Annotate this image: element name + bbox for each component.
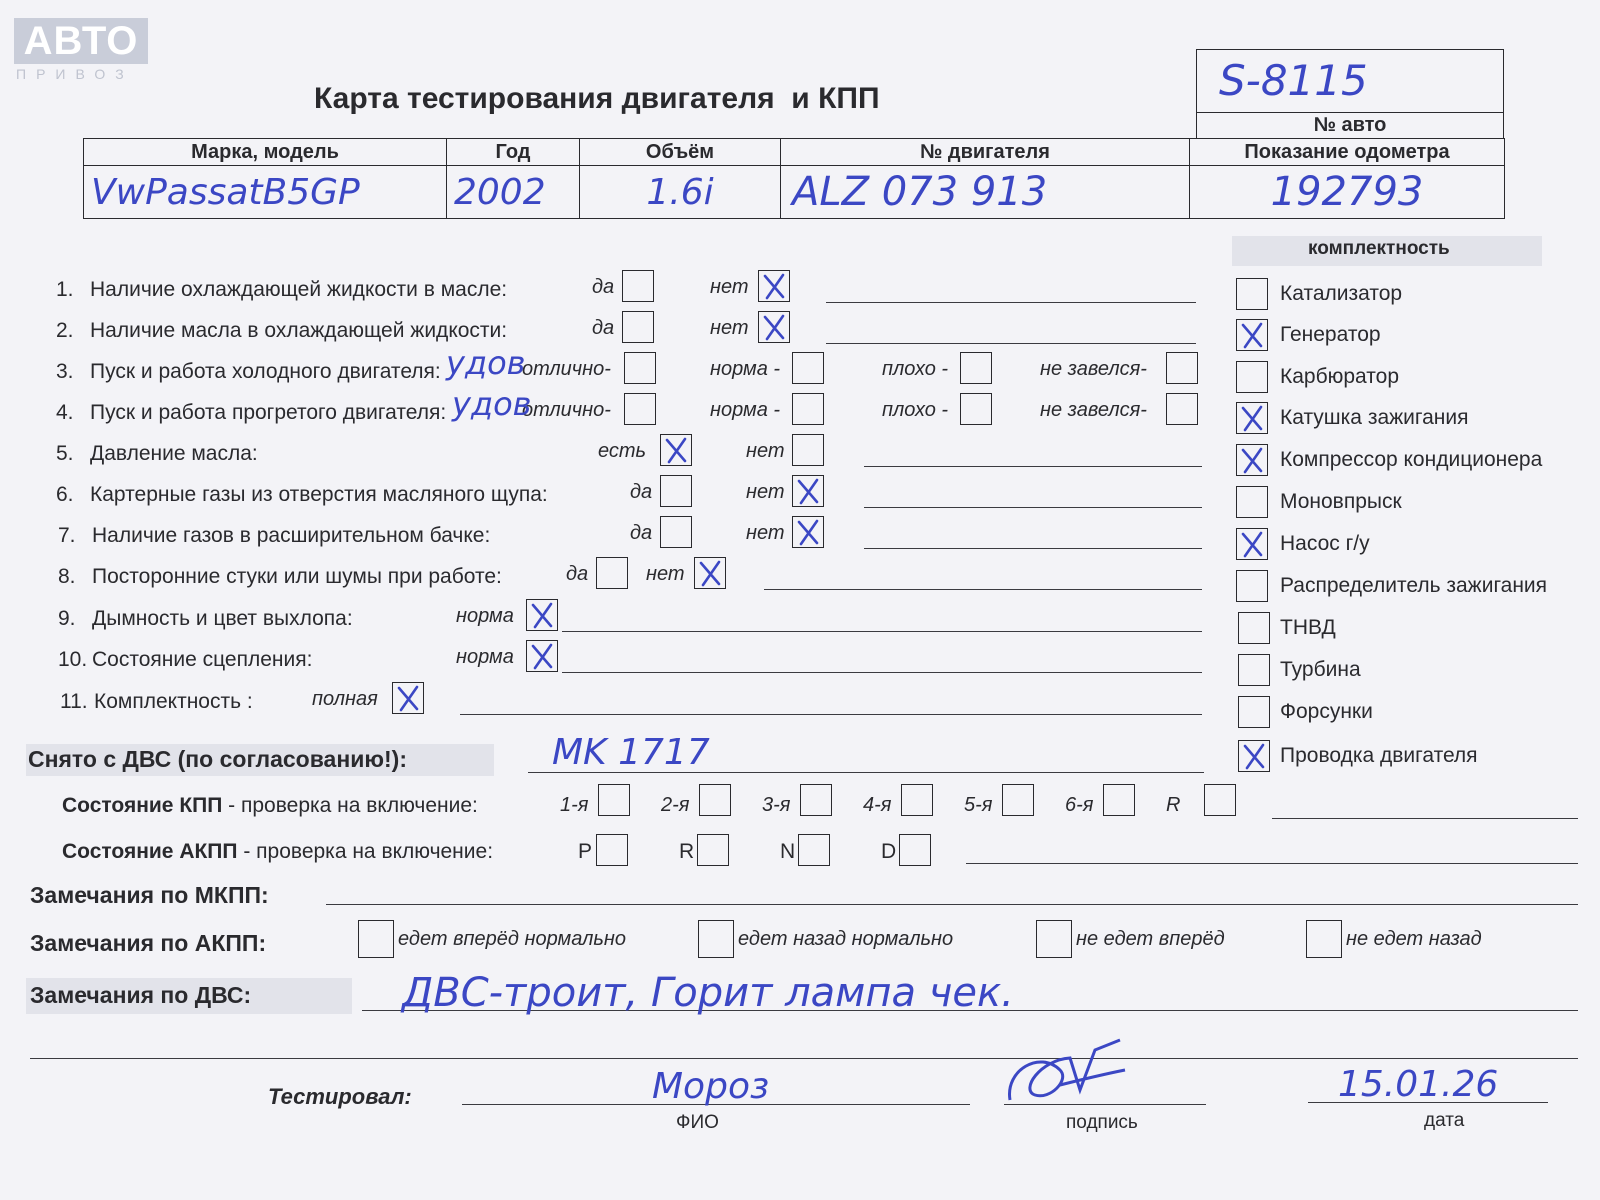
checklist-number: 11. xyxy=(60,690,88,713)
checklist-1-checkbox-1[interactable] xyxy=(622,270,654,302)
engine-no-value: ALZ 073 913 xyxy=(792,169,1048,215)
completeness-item-label: Карбюратор xyxy=(1280,365,1400,388)
checklist-6-option-label: нет xyxy=(746,481,785,503)
kpp-gear-label: 3-я xyxy=(762,794,791,816)
checklist-number: 4. xyxy=(56,401,74,424)
completeness-item-label: Катушка зажигания xyxy=(1280,406,1469,429)
akpp-remark-checkbox-4[interactable] xyxy=(1306,920,1342,958)
checklist-4-checkbox-4[interactable] xyxy=(1166,393,1198,425)
checklist-number: 10. xyxy=(58,648,88,671)
checklist-6-checkbox-1[interactable] xyxy=(660,475,692,507)
checklist-item-11 xyxy=(60,690,253,714)
akpp-label xyxy=(62,840,493,864)
checklist-item-5 xyxy=(56,442,258,466)
header-col-year: Год xyxy=(447,139,580,166)
akpp-remark-label: не едет назад xyxy=(1346,928,1482,950)
checklist-11-option-label: полная xyxy=(312,688,378,710)
completeness-item-label: Моновпрыск xyxy=(1280,490,1402,513)
checklist-5-checkbox-2[interactable] xyxy=(792,434,824,466)
checklist-9-checkbox-1-check-mark xyxy=(527,600,557,630)
checklist-4-option-label: плохо - xyxy=(882,399,949,421)
checklist-number: 2. xyxy=(56,319,74,342)
checklist-7-option-label: нет xyxy=(746,522,785,544)
checklist-number: 7. xyxy=(58,524,76,547)
checklist-question: Дымность и цвет выхлопа: xyxy=(92,607,353,630)
kpp-label xyxy=(62,794,478,818)
checklist-number: 1. xyxy=(56,278,74,301)
completeness-checkbox-3[interactable] xyxy=(1236,361,1268,393)
checklist-10-option-label: норма xyxy=(456,646,514,668)
name-caption: ФИО xyxy=(676,1112,719,1133)
akpp-label-bold: Состояние АКПП xyxy=(62,840,238,863)
checklist-number: 6. xyxy=(56,483,74,506)
header-col-volume: Объём xyxy=(580,139,781,166)
signature-caption: подпись xyxy=(1066,1112,1138,1133)
completeness-item-label: Проводка двигателя xyxy=(1280,744,1478,767)
checklist-3-checkbox-1[interactable] xyxy=(624,352,656,384)
kpp-gear-checkbox-3[interactable] xyxy=(800,784,832,816)
checklist-3-option-label: не завелся- xyxy=(1040,358,1147,380)
checklist-item-6 xyxy=(56,483,548,507)
remarks-akpp-label: Замечания по АКПП: xyxy=(30,930,267,956)
auto-number-label: № авто xyxy=(1313,114,1387,136)
removed-value: MK 1717 xyxy=(552,732,710,773)
checklist-question: Комплектность : xyxy=(94,690,253,713)
checklist-question: Давление масла: xyxy=(90,442,258,465)
checklist-8-checkbox-1[interactable] xyxy=(596,557,628,589)
checklist-item-9 xyxy=(58,607,353,631)
akpp-gear-label: P xyxy=(578,840,593,863)
completeness-checkbox-4-check-mark xyxy=(1237,403,1267,433)
completeness-checkbox-7-check-mark xyxy=(1237,529,1267,559)
completeness-checkbox-6[interactable] xyxy=(1236,486,1268,518)
checklist-question: Наличие масла в охлаждающей жидкости: xyxy=(90,319,508,342)
checklist-3-checkbox-4[interactable] xyxy=(1166,352,1198,384)
akpp-gear-checkbox-1[interactable] xyxy=(596,834,628,866)
completeness-checkbox-12-check-mark xyxy=(1239,741,1269,771)
akpp-gear-label: R xyxy=(679,840,695,863)
checklist-4-checkbox-1[interactable] xyxy=(624,393,656,425)
completeness-item-label: Компрессор кондиционера xyxy=(1280,448,1543,471)
checklist-10-checkbox-1-check-mark xyxy=(527,641,557,671)
checklist-5-option-label: есть xyxy=(598,440,647,462)
completeness-item-label: Турбина xyxy=(1280,658,1361,681)
auto-number-value: S-8115 xyxy=(1219,56,1368,105)
checklist-4-option-label: не завелся- xyxy=(1040,399,1147,421)
checklist-question: Наличие охлаждающей жидкости в масле: xyxy=(90,278,508,301)
kpp-gear-checkbox-5[interactable] xyxy=(1002,784,1034,816)
remarks-mkpp-label: Замечания по МКПП: xyxy=(30,882,269,908)
completeness-checkbox-8[interactable] xyxy=(1236,570,1268,602)
tester-name-value: Мороз xyxy=(652,1066,770,1107)
kpp-gear-label: 6-я xyxy=(1065,794,1094,816)
completeness-checkbox-10[interactable] xyxy=(1238,654,1270,686)
year-value: 2002 xyxy=(454,171,546,213)
akpp-remark-label: не едет вперёд xyxy=(1076,928,1225,950)
checklist-item-2 xyxy=(56,319,507,343)
completeness-title: комплектность xyxy=(1308,238,1450,259)
logo-text: АВТО xyxy=(23,19,139,63)
checklist-4-option-label: отлично- xyxy=(522,399,611,421)
checklist-6-option-label: да xyxy=(630,481,653,503)
kpp-label-rest: - проверка на включение: xyxy=(222,794,478,817)
checklist-number: 3. xyxy=(56,360,74,383)
checklist-7-option-label: да xyxy=(630,522,653,544)
checklist-question: Состояние сцепления: xyxy=(92,648,313,671)
akpp-gear-checkbox-2[interactable] xyxy=(697,834,729,866)
logo-subtext: ПРИВОЗ xyxy=(16,66,134,82)
completeness-item-label: Катализатор xyxy=(1280,282,1403,305)
checklist-question: Посторонние стуки или шумы при работе: xyxy=(92,565,502,588)
akpp-gear-label: N xyxy=(780,840,796,863)
checklist-5-checkbox-1-check-mark xyxy=(661,435,691,465)
header-col-odometer: Показание одометра xyxy=(1190,139,1505,166)
checklist-question: Пуск и работа холодного двигателя: xyxy=(90,360,441,383)
checklist-4-checkbox-3[interactable] xyxy=(960,393,992,425)
akpp-remark-checkbox-1[interactable] xyxy=(358,920,394,958)
completeness-checkbox-11[interactable] xyxy=(1238,696,1270,728)
checklist-3-checkbox-3[interactable] xyxy=(960,352,992,384)
checklist-question: Наличие газов в расширительном бачке: xyxy=(92,524,491,547)
avtoprivoz-logo xyxy=(14,18,148,64)
checklist-2-checkbox-1[interactable] xyxy=(622,311,654,343)
akpp-gear-checkbox-3[interactable] xyxy=(798,834,830,866)
completeness-item-label: Генератор xyxy=(1280,323,1381,346)
kpp-gear-checkbox-4[interactable] xyxy=(901,784,933,816)
checklist-3-handwritten-note: удов xyxy=(446,344,526,382)
checklist-3-option-label: норма - xyxy=(710,358,781,380)
akpp-gear-checkbox-4[interactable] xyxy=(899,834,931,866)
checklist-2-checkbox-2-check-mark xyxy=(759,312,789,342)
checklist-6-checkbox-2-check-mark xyxy=(793,476,823,506)
checklist-number: 5. xyxy=(56,442,74,465)
checklist-7-checkbox-2-check-mark xyxy=(793,517,823,547)
checklist-item-3 xyxy=(56,360,441,384)
remarks-dvs-label: Замечания по ДВС: xyxy=(30,982,252,1008)
checklist-4-option-label: норма - xyxy=(710,399,781,421)
checklist-8-checkbox-2-check-mark xyxy=(695,558,725,588)
completeness-item-label: Форсунки xyxy=(1280,700,1373,723)
checklist-4-handwritten-note: удов xyxy=(452,385,532,423)
checklist-3-option-label: отлично- xyxy=(522,358,611,380)
completeness-checkbox-9[interactable] xyxy=(1238,612,1270,644)
checklist-4-checkbox-2[interactable] xyxy=(792,393,824,425)
checklist-1-checkbox-2-check-mark xyxy=(759,271,789,301)
akpp-label-rest: - проверка на включение: xyxy=(237,840,494,863)
header-col-model: Марка, модель xyxy=(84,139,447,166)
checklist-item-7 xyxy=(58,524,490,548)
checklist-item-10 xyxy=(58,648,312,672)
akpp-remark-checkbox-3[interactable] xyxy=(1036,920,1072,958)
removed-label: Снято с ДВС (по согласованию!): xyxy=(28,746,407,772)
remarks-dvs-value: ДВС-троит, Горит лампа чек. xyxy=(402,970,1014,1016)
volume-value: 1.6i xyxy=(646,171,714,213)
kpp-gear-label: 1-я xyxy=(560,794,589,816)
kpp-gear-label: 2-я xyxy=(661,794,690,816)
kpp-gear-checkbox-2[interactable] xyxy=(699,784,731,816)
checklist-number: 8. xyxy=(58,565,76,588)
akpp-remark-label: едет назад нормально xyxy=(738,928,954,950)
completeness-checkbox-2-check-mark xyxy=(1237,320,1267,350)
kpp-label-bold: Состояние КПП xyxy=(62,794,223,817)
completeness-checkbox-1[interactable] xyxy=(1236,278,1268,310)
model-value: VwPassatB5GP xyxy=(91,171,360,213)
checklist-number: 9. xyxy=(58,607,76,630)
kpp-gear-label: 4-я xyxy=(863,794,892,816)
kpp-gear-checkbox-1[interactable] xyxy=(598,784,630,816)
kpp-gear-checkbox-6[interactable] xyxy=(1103,784,1135,816)
date-value: 15.01.26 xyxy=(1338,1064,1499,1105)
page-title: Карта тестирования двигателя и КПП xyxy=(314,82,880,115)
auto-number-box xyxy=(1196,49,1504,139)
checklist-5-option-label: нет xyxy=(746,440,785,462)
checklist-7-checkbox-1[interactable] xyxy=(660,516,692,548)
checklist-3-option-label: плохо - xyxy=(882,358,949,380)
checklist-2-option-label: да xyxy=(592,317,615,339)
checklist-3-checkbox-2[interactable] xyxy=(792,352,824,384)
completeness-item-label: Насос г/у xyxy=(1280,532,1370,555)
kpp-gear-label: R xyxy=(1166,794,1181,816)
checklist-8-option-label: да xyxy=(566,563,589,585)
odometer-value: 192793 xyxy=(1270,169,1424,215)
checklist-1-option-label: нет xyxy=(710,276,749,298)
kpp-gear-checkbox-7[interactable] xyxy=(1204,784,1236,816)
checklist-item-4 xyxy=(56,401,446,425)
header-col-engine-no: № двигателя xyxy=(781,139,1190,166)
checklist-2-option-label: нет xyxy=(710,317,749,339)
akpp-remark-label: едет вперёд нормально xyxy=(398,928,627,950)
checklist-9-option-label: норма xyxy=(456,605,514,627)
akpp-gear-label: D xyxy=(881,840,897,863)
completeness-checkbox-5-check-mark xyxy=(1237,445,1267,475)
kpp-gear-label: 5-я xyxy=(964,794,993,816)
vehicle-header-table xyxy=(83,138,1505,219)
checklist-question: Картерные газы из отверстия масляного щупа: xyxy=(90,483,548,506)
completeness-item-label: ТНВД xyxy=(1280,616,1336,639)
checklist-11-checkbox-1-check-mark xyxy=(393,683,423,713)
akpp-remark-checkbox-2[interactable] xyxy=(698,920,734,958)
checklist-item-1 xyxy=(56,278,507,302)
checklist-question: Пуск и работа прогретого двигателя: xyxy=(90,401,447,424)
checklist-item-8 xyxy=(58,565,502,589)
completeness-item-label: Распределитель зажигания xyxy=(1280,574,1548,597)
checklist-8-option-label: нет xyxy=(646,563,685,585)
tested-label: Тестировал: xyxy=(268,1084,412,1109)
signature-image xyxy=(1000,1030,1130,1110)
checklist-1-option-label: да xyxy=(592,276,615,298)
date-caption: дата xyxy=(1424,1110,1465,1131)
